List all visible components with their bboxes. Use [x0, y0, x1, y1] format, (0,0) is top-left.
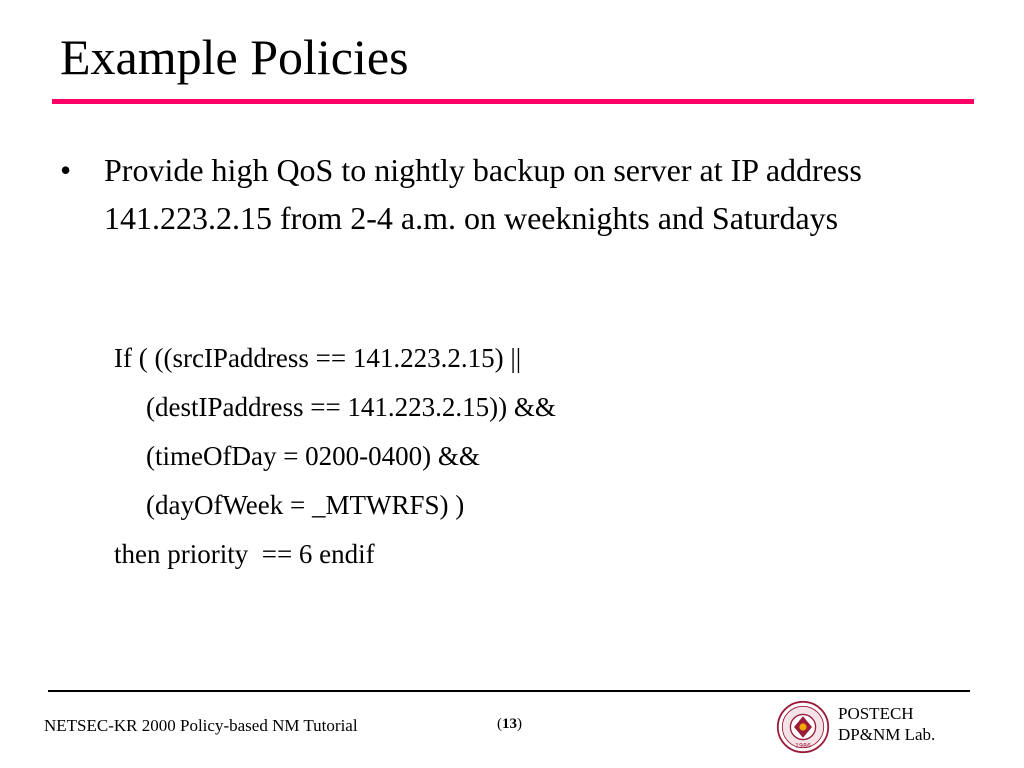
policy-code-block: [114, 334, 556, 579]
org-line-1: POSTECH: [838, 704, 914, 723]
code-line-if: If ( ((srcIPaddress == 141.223.2.15) ||: [114, 343, 522, 373]
page-number-open: (: [497, 716, 502, 732]
title-underline: [52, 99, 974, 104]
bullet-mark: •: [60, 152, 72, 188]
slide-title: Example Policies: [60, 29, 409, 85]
page-number-value: 13: [502, 716, 517, 732]
footer-tutorial-label: NETSEC-KR 2000 Policy-based NM Tutorial: [44, 716, 358, 735]
bullet-text: Provide high QoS to nightly backup on server at IP address 141.223.2.15 from 2-4 a.m. on weeknights and Saturdays: [104, 152, 862, 236]
logo-year: 1986: [794, 742, 812, 750]
bullet-item: [56, 146, 986, 242]
org-line-2: DP&NM Lab.: [838, 725, 936, 744]
code-line-then: then priority == 6 endif: [114, 539, 375, 569]
page-number: [497, 716, 522, 733]
organization-label: [838, 703, 935, 745]
page-number-close: ): [517, 716, 522, 732]
university-seal-icon: [776, 700, 830, 754]
code-line-dest: (destIPaddress == 141.223.2.15)) &&: [146, 392, 556, 422]
code-line-day: (dayOfWeek = _MTWRFS) ): [146, 490, 465, 520]
code-line-time: (timeOfDay = 0200-0400) &&: [146, 441, 480, 471]
footer-divider: [48, 690, 970, 692]
